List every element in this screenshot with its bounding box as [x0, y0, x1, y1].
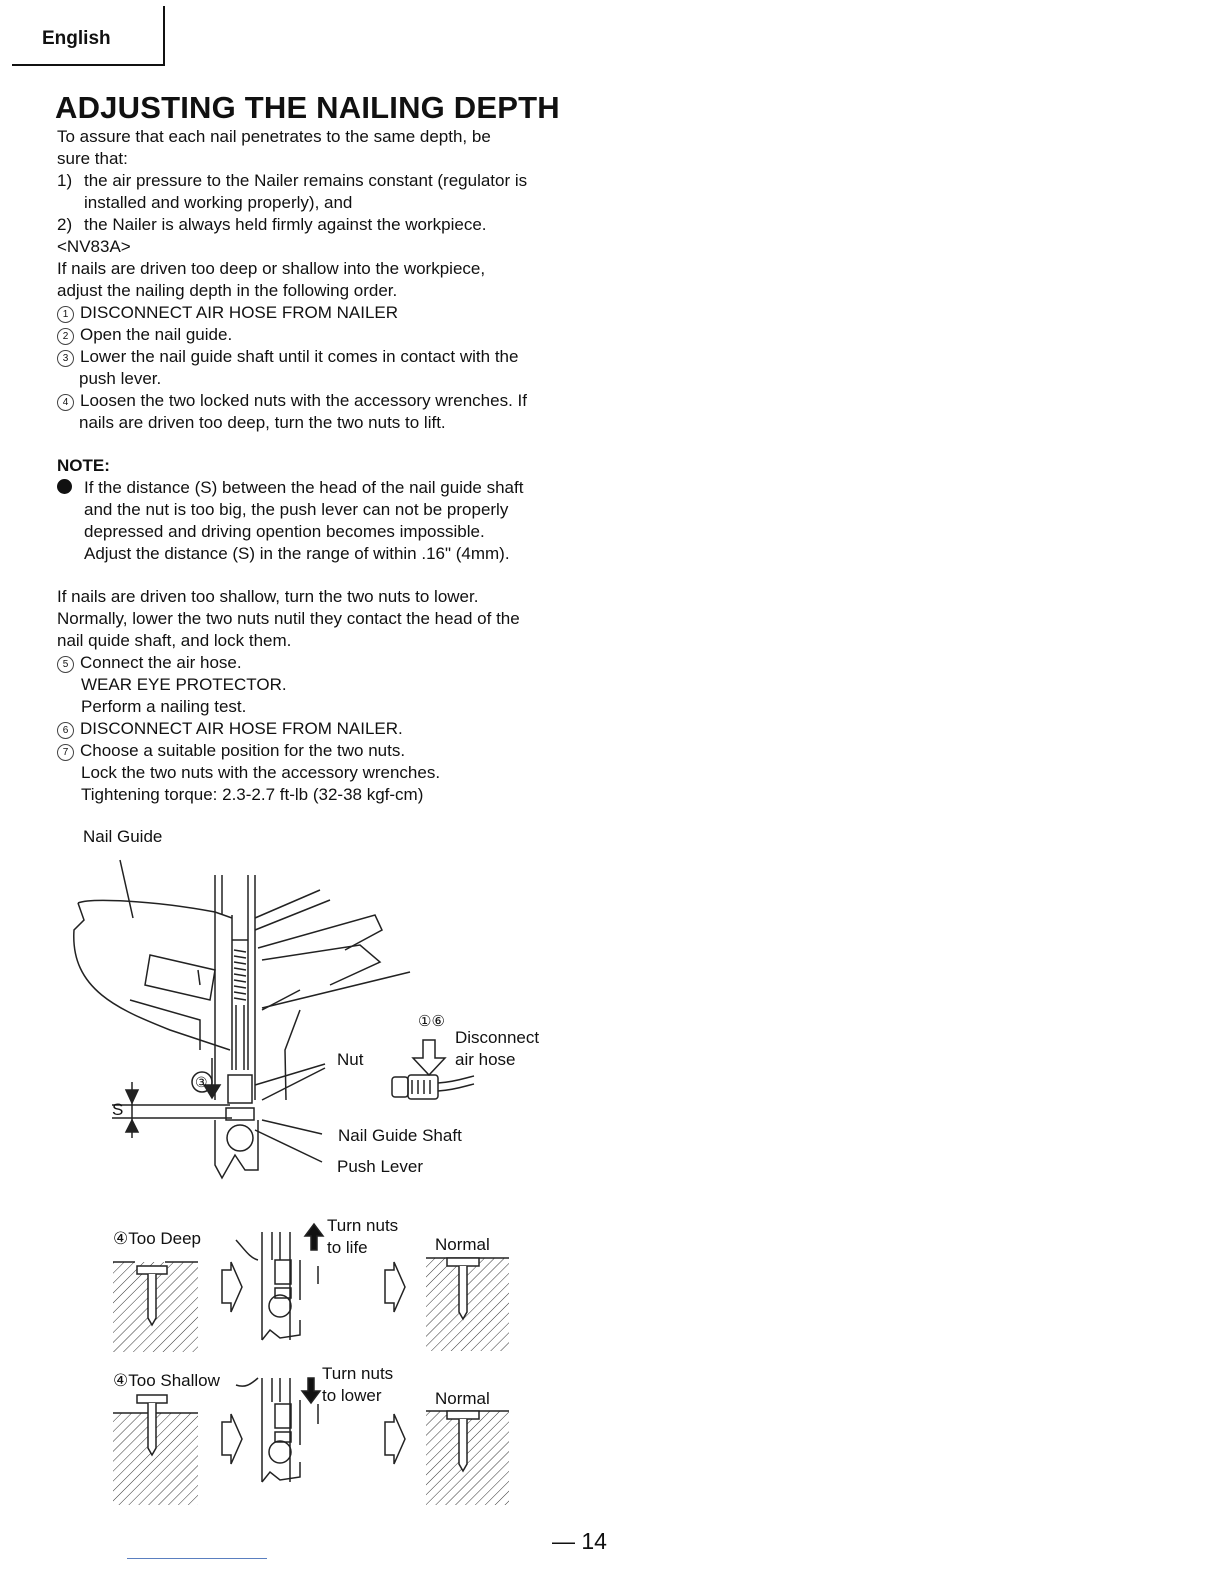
turn-nuts-label-1: Turn nuts: [327, 1216, 399, 1235]
distance-s-label: S: [112, 1100, 124, 1119]
to-lower-label: to lower: [322, 1386, 382, 1405]
step-7-text-2: Lock the two nuts with the accessory wrenches.: [81, 763, 441, 782]
normal-label-1: Normal: [435, 1235, 490, 1254]
shallow-para-line-2: Normally, lower the two nuts nutil they contact the head of the: [57, 609, 520, 628]
step-3-text-cont: push lever.: [79, 369, 162, 388]
condition-1-number: 1): [57, 171, 73, 190]
order-intro-line-1: If nails are driven too deep or shallow into the workpiece,: [57, 259, 486, 278]
shallow-para-line-1: If nails are driven too shallow, turn the two nuts to lower.: [57, 587, 479, 606]
step-6-text: DISCONNECT AIR HOSE FROM NAILER.: [80, 719, 403, 738]
note-line-1: If the distance (S) between the head of the nail guide shaft: [84, 478, 524, 497]
model-label: <NV83A>: [57, 237, 131, 256]
step-3-text: Lower the nail guide shaft until it comes in contact with the: [80, 347, 519, 366]
step-6-number: 6: [57, 722, 74, 739]
order-intro-line-2: adjust the nailing depth in the following order.: [57, 281, 398, 300]
step-5-text-2: WEAR EYE PROTECTOR.: [81, 675, 287, 694]
nail-guide-shaft-label: Nail Guide Shaft: [338, 1126, 462, 1145]
turn-nuts-label-2: Turn nuts: [322, 1364, 394, 1383]
step-2-number: 2: [57, 328, 74, 345]
step-1-6-marker: ①⑥: [418, 1013, 445, 1030]
step-7-number: 7: [57, 744, 74, 761]
too-shallow-label: ④Too Shallow: [113, 1371, 220, 1390]
page-title: ADJUSTING THE NAILING DEPTH: [55, 90, 560, 125]
step-7-text: Choose a suitable position for the two nuts.: [80, 741, 406, 760]
step-1-number: 1: [57, 306, 74, 323]
note-line-3: depressed and driving opention becomes impossible.: [84, 522, 485, 541]
step-3-number: 3: [57, 350, 74, 367]
step-1-text: DISCONNECT AIR HOSE FROM NAILER: [80, 303, 399, 322]
intro-line-1: To assure that each nail penetrates to the same depth, be: [57, 127, 491, 146]
condition-2-number: 2): [57, 215, 73, 234]
step-4-text-cont: nails are driven too deep, turn the two nuts to lift.: [79, 413, 446, 432]
step-5-text-3: Perform a nailing test.: [81, 697, 247, 716]
step-3-marker: ③: [195, 1074, 208, 1090]
note-heading: NOTE:: [57, 456, 110, 475]
nut-label: Nut: [337, 1050, 364, 1069]
to-life-label: to life: [327, 1238, 368, 1257]
condition-2-line-1: the Nailer is always held firmly against the workpiece.: [84, 215, 487, 234]
note-line-2: and the nut is too big, the push lever can not be properly: [84, 500, 509, 519]
step-5-text: Connect the air hose.: [80, 653, 242, 672]
footer-rule: [127, 1558, 267, 1559]
condition-1-line-2: installed and working properly), and: [84, 193, 353, 212]
step-2-text: Open the nail guide.: [80, 325, 233, 344]
note-line-4: Adjust the distance (S) in the range of within .16" (4mm).: [84, 544, 510, 563]
step-4-number: 4: [57, 394, 74, 411]
language-tab-label: English: [42, 28, 111, 49]
normal-label-2: Normal: [435, 1389, 490, 1408]
push-lever-label: Push Lever: [337, 1157, 423, 1176]
step-5-number: 5: [57, 656, 74, 673]
intro-line-2: sure that:: [57, 149, 128, 168]
step-7-text-3: Tightening torque: 2.3-2.7 ft-lb (32-38 kgf-cm): [81, 785, 424, 804]
too-deep-label: ④Too Deep: [113, 1229, 202, 1248]
shallow-para-line-3: nail quide shaft, and lock them.: [57, 631, 292, 650]
step-4-text: Loosen the two locked nuts with the accessory wrenches. If: [80, 391, 527, 410]
page-number: — 14: [552, 1528, 607, 1554]
condition-1-line-1: the air pressure to the Nailer remains constant (regulator is: [84, 171, 528, 190]
nail-guide-label: Nail Guide: [83, 827, 163, 846]
disconnect-label: Disconnect: [455, 1028, 540, 1047]
air-hose-label: air hose: [455, 1050, 516, 1069]
